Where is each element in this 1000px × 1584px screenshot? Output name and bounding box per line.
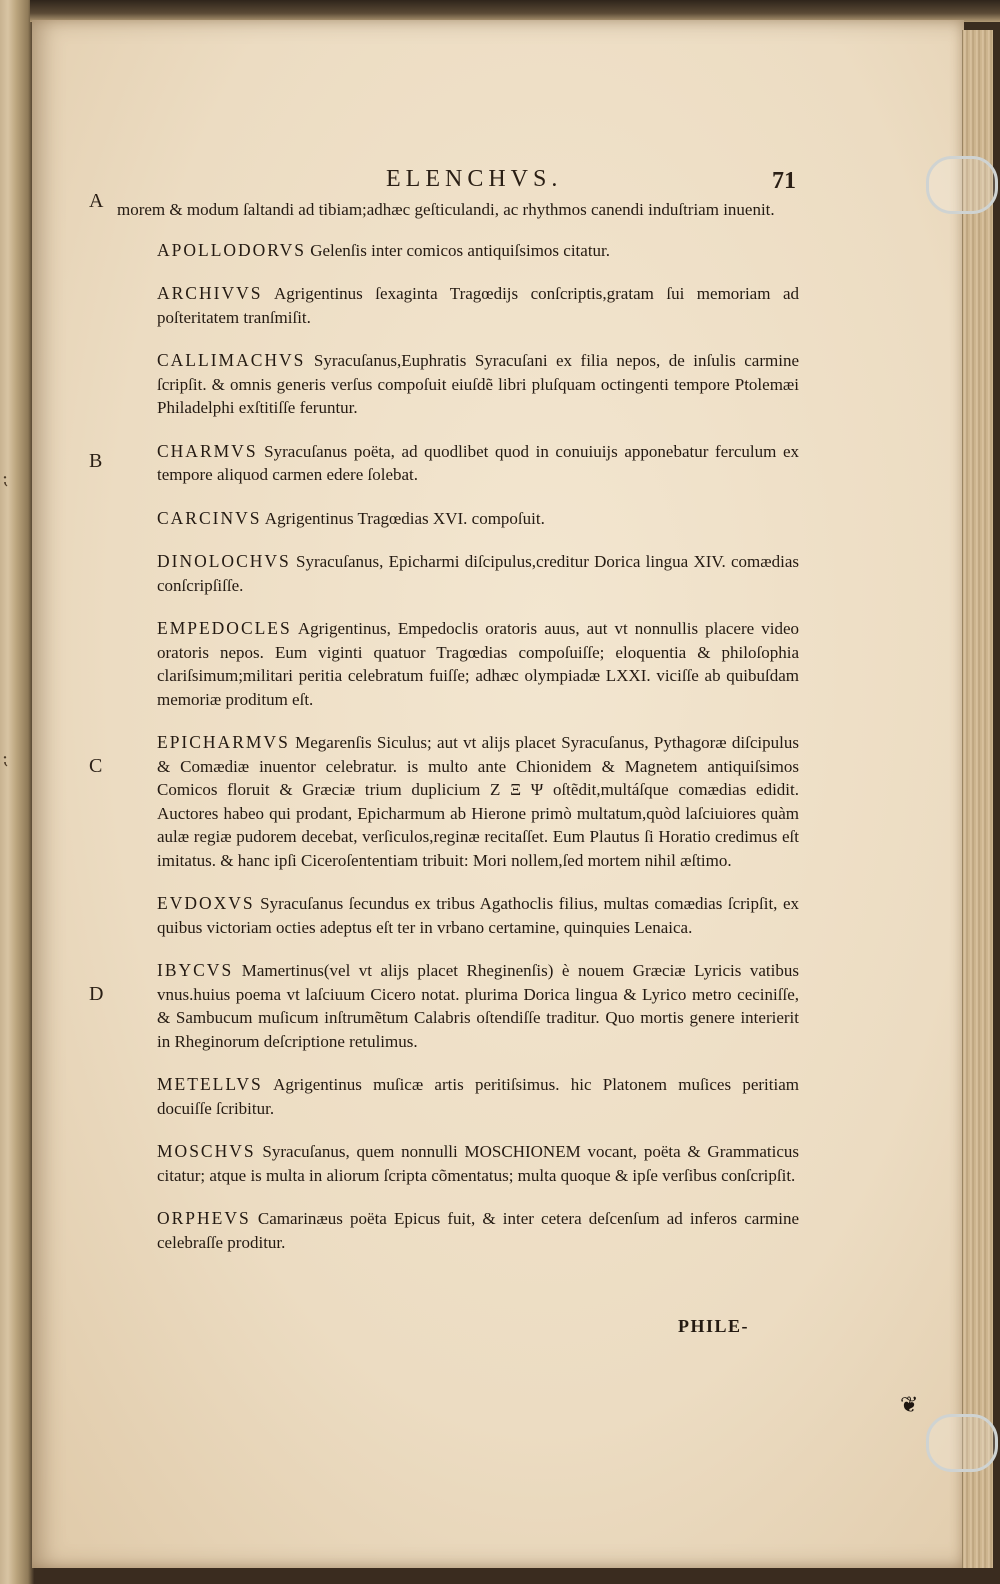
- book-top-edge: [30, 0, 1000, 22]
- ornament-icon: ❦: [900, 1392, 919, 1417]
- entry-charmus: [89, 440, 799, 487]
- entry-dinolochus: [117, 550, 799, 597]
- entry-epicharmus: [89, 731, 799, 872]
- entry-text: morem & modum ſaltandi ad tibiam;adhæc geſticulandi, ac rhythmos canendi induſtriam inuenit.: [117, 200, 775, 219]
- entry-text: Agrigentinus Tragœdias XVI. compoſuit.: [261, 508, 545, 528]
- entry-text: Syracuſanus ſecundus ex tribus Agathoclis filius, multas comædias ſcripſit, ex quibus victoriam octies adeptus eſt ter in vrbano certamine, quinquies Lenaica.: [157, 894, 799, 937]
- entry-text: Agrigentinus, Empedoclis oratoris auus, aut vt nonnullis placere video oratoris nepos. Eum viginti quatuor Tragœdias compoſuiſſe; eloquentia & philoſophia clariſsimum;militari peritia celebratum fuiſſe; adhæc olympiadæ LXXI. viciſſe ab quibuſdam memoriæ proditum eſt.: [157, 619, 799, 709]
- entry-empedocles: [117, 617, 799, 711]
- entry-text: Syracuſanus, Epicharmi diſcipulus,creditur Dorica lingua XIV. comædias conſcripſiſſe.: [157, 552, 799, 595]
- entry-name: METELLVS: [157, 1074, 263, 1094]
- entry-name: MOSCHVS: [157, 1141, 256, 1161]
- entry-text: Syracuſanus,Euphratis Syracuſani ex filia nepos, de inſulis carmine ſcripſit. & omnis generis verſus compoſuit eiuſdẽ libri pluſquam octingenti tempore Ptolemæi Philadelphi exſtitiſſe feruntur.: [157, 351, 799, 417]
- running-title: ELENCHVS.: [386, 166, 563, 192]
- entry-text: Syracuſanus poëta, ad quodlibet quod in conuiuijs apponebatur ferculum ex tempore aliquod carmen edere ſolebat.: [157, 441, 799, 484]
- catchword: PHILE-: [678, 1316, 750, 1336]
- entry-name: EVDOXVS: [157, 893, 255, 913]
- entry-archivus: [117, 282, 799, 329]
- margin-letter: D: [89, 983, 104, 1005]
- page-stack-edge: [962, 30, 993, 1568]
- entry-name: EMPEDOCLES: [157, 618, 292, 638]
- book-spine-edge: [0, 0, 34, 1584]
- margin-letter: B: [89, 449, 103, 472]
- entry-metellus: [117, 1073, 799, 1120]
- entry-name: IBYCVS: [157, 960, 234, 980]
- entry-text: Mamertinus(vel vt alijs placet Rheginenſis) è nouem Græciæ Lyricis vatibus vnus.huius poema vt laſciuum Cicero notat. plurima Dorica lingua & Lyrico metro ceciniſſe, & Sambucum muſicum inſtrumẽtum Calabris oſtendiſſe traditur. Quo mortis genere interierit in Rheginorum deſcriptione retulimus.: [157, 961, 799, 1051]
- entry-text: Gelenſis inter comicos antiquiſsimos citatur.: [305, 240, 611, 260]
- entry-name: APOLLODORVS: [157, 239, 306, 260]
- entry-text: Agrigentinus muſicæ artis peritiſsimus. hic Platonem muſices peritiam docuiſſe ſcribitur.: [157, 1075, 799, 1118]
- entry-ibycus: [89, 959, 799, 1053]
- entry-text: Agrigentinus ſexaginta Tragœdijs conſcriptis,gratam ſui memoriam ad poſteritatem tranſmiſit.: [157, 284, 799, 327]
- entry-callimachus: [117, 349, 799, 420]
- entry-name: CALLIMACHVS: [157, 350, 306, 370]
- bleed-mark-icon: ⁏: [2, 748, 9, 768]
- text-block: [89, 190, 799, 1274]
- entry-name: ARCHIVVS: [157, 283, 263, 303]
- entry-name: EPICHARMVS: [157, 732, 290, 752]
- entry-name: DINOLOCHVS: [157, 551, 291, 571]
- entry-carcinus: [117, 507, 799, 531]
- entry-name: CARCINVS: [157, 507, 262, 528]
- entry-text: Syracuſanus, quem nonnulli MOSCHIONEM vocant, poëta & Grammaticus citatur; atque is multa in aliorum ſcripta cõmentatus; multa quoque & ipſe verſibus conſcripſit.: [157, 1142, 799, 1185]
- entry-eudoxus: [117, 892, 799, 939]
- clip-icon: [926, 1414, 998, 1472]
- entry-apollodorus: [117, 239, 799, 263]
- entry-name: CHARMVS: [157, 440, 258, 461]
- entry-continuation: [89, 190, 799, 222]
- entry-text: Megarenſis Siculus; aut vt alijs placet Syracuſanus, Pythagoræ diſcipulus & Comædiæ inuentor celebratur. is multo ante Chionidem & Magnetem antiquiſsimos Comicos floruit & Græciæ trium duplicium Z Ξ Ψ oſtẽdit,multáſque comædias edidit. Auctores habeo qui prodant, Epicharmum ab Hierone primò multatum,quòd laſciuiores quàm aulæ regiæ pudorem decebat, verſiculos,reginæ recitaſſet. Eum Plautus ſi Horatio credimus eſt imitatus. & hanc ipſi Ciceroſententiam tribuit: Mori nollem,ſed mortem nihil æſtimo.: [157, 733, 799, 870]
- page-header: [0, 166, 1000, 200]
- entry-text: Camarinæus poëta Epicus fuit, & inter cetera deſcenſum ad inferos carmine celebraſſe proditur.: [157, 1209, 799, 1252]
- folio-number: 71: [772, 168, 796, 194]
- entry-name: ORPHEVS: [157, 1208, 251, 1228]
- margin-letter: A: [89, 190, 104, 212]
- entry-orpheus: [117, 1207, 799, 1254]
- bleed-mark-icon: ⁏: [2, 468, 9, 488]
- margin-letter: C: [89, 755, 103, 777]
- entry-moschus: [117, 1140, 799, 1187]
